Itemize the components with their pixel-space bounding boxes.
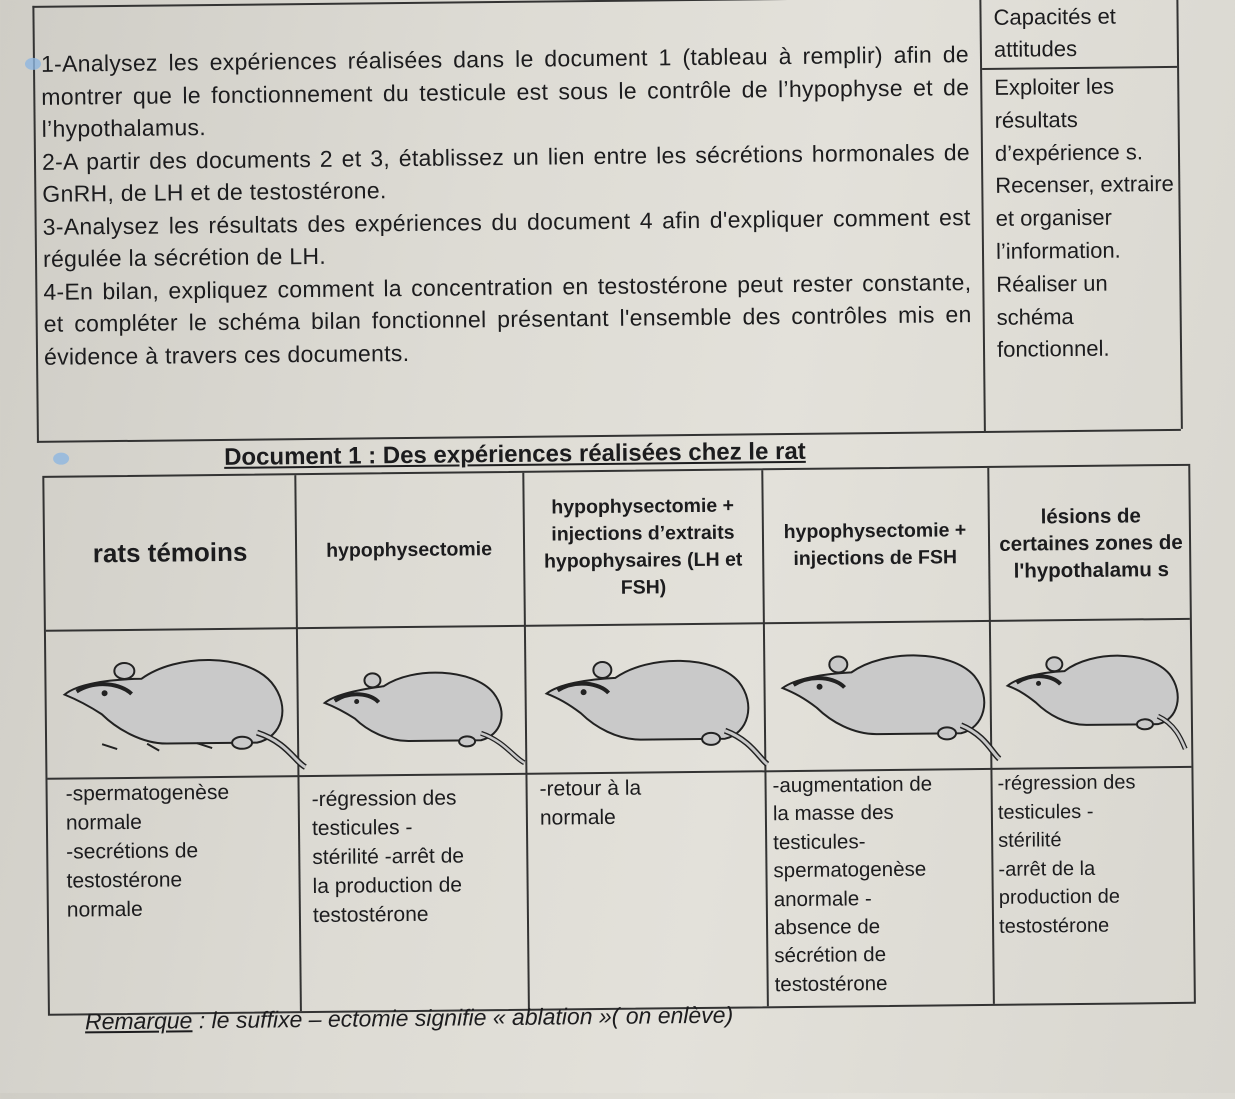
result-line: -secrétions de	[66, 839, 199, 864]
result-line: -augmentation de	[772, 772, 933, 798]
capacite-item: Exploiter les résultats d’expérience s.	[994, 73, 1144, 166]
capacites-column	[979, 0, 1183, 431]
result-line: -spermatogenèse	[65, 780, 230, 806]
header-hypophysectomie-lh-fsh: hypophysectomie + injections d’extraits hypophysaires (LH et FSH)	[543, 494, 743, 599]
rat-injections-lh-fsh-icon	[530, 648, 771, 771]
result-line: testicules-	[773, 830, 866, 855]
task-question-1: 1-Analysez les expériences réalisées dans le document 1 (tableau à remplir) afin de montrer que le fonctionnement du testicule est sous le contrôle de l’hypophyse et de l’hypothalamus.	[40, 41, 970, 142]
result-line: -régression des	[997, 771, 1136, 795]
result-line: normale	[539, 805, 616, 830]
task-question-4: 4-En bilan, expliquez comment la concentration en testostérone peut rester constante, et compléter le schéma bilan fonctionnel présentant l'ensemble des contrôles mis en évidence à travers ces documents.	[43, 268, 972, 370]
rat-lesions-icon	[994, 644, 1190, 761]
result-line: absence de	[773, 915, 881, 940]
result-line: stérilité -arrêt de	[312, 844, 465, 870]
header-lesions-hypothalamus: lésions de certaines zones de l'hypothalamu s	[999, 503, 1183, 583]
capacite-item: Recenser, extraire et organiser l’information.	[995, 171, 1174, 264]
rat-injections-fsh-icon	[766, 643, 1002, 765]
result-line: sécrétion de	[774, 943, 887, 968]
result-line: testostérone	[774, 971, 888, 997]
results-hypophysectomie	[312, 783, 465, 930]
header-hypophysectomie: hypophysectomie	[326, 537, 493, 562]
remark-text: : le suffixe – ectomie signifie « ablation »( on enlève)	[192, 1001, 734, 1034]
bullet-dot-icon	[53, 453, 69, 465]
result-line: testostérone	[998, 914, 1110, 938]
task-table	[32, 0, 1181, 443]
header-hypophysectomie-fsh: hypophysectomie + injections de FSH	[783, 519, 967, 570]
result-line: testicules -	[311, 815, 413, 841]
result-line: anormale -	[773, 886, 872, 911]
document-1-remark	[85, 1002, 733, 1036]
results-injections-fsh	[772, 771, 934, 1000]
result-line: -retour à la	[539, 776, 642, 801]
result-line: normale	[66, 897, 143, 922]
capacites-list	[982, 68, 1180, 367]
rat-temoin-icon	[46, 647, 307, 775]
capacites-header: Capacités et attitudes	[981, 0, 1177, 70]
result-line: -arrêt de la	[998, 857, 1096, 881]
result-line: testostérone	[312, 902, 429, 928]
task-question-3: 3-Analysez les résultats des expériences du document 4 afin d'expliquer comment est régulée la sécrétion de LH.	[42, 203, 971, 272]
remark-label: Remarque	[84, 1007, 193, 1035]
rat-hypophysectomie-icon	[308, 663, 529, 770]
result-line: testostérone	[66, 868, 183, 893]
task-question-2: 2-A partir des documents 2 et 3, établissez un lien entre les sécrétions hormonales de GnRH, de LH et de testostérone.	[41, 138, 971, 207]
result-line: testicules -	[997, 800, 1094, 824]
result-line: la masse des	[772, 801, 894, 826]
task-instructions	[41, 38, 972, 373]
result-line: la production de	[312, 873, 463, 899]
results-rats-temoins	[65, 778, 230, 925]
capacite-item: Réaliser un schéma fonctionnel.	[996, 270, 1110, 363]
result-line: spermatogenèse	[773, 857, 927, 883]
result-line: production de	[998, 885, 1121, 910]
results-injections-lh-fsh	[539, 774, 641, 833]
result-line: -régression des	[311, 786, 457, 812]
bullet-dot-icon	[25, 58, 41, 70]
document-1-title: Document 1 : Des expériences réalisées chez le rat	[223, 437, 806, 471]
header-rats-temoins: rats témoins	[92, 536, 248, 568]
document-1-table	[42, 464, 1196, 1016]
result-line: stérilité	[998, 829, 1062, 853]
results-lesions-hypothalamus	[997, 768, 1137, 941]
result-line: normale	[65, 810, 142, 835]
